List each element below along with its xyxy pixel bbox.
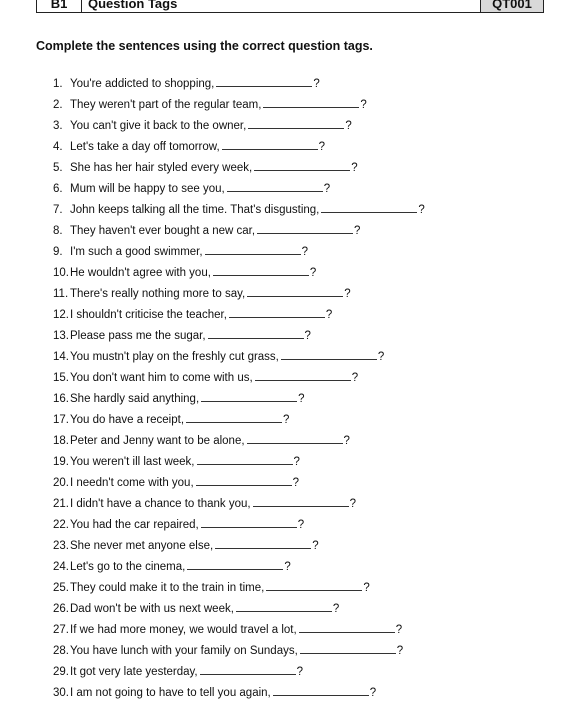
answer-blank[interactable] xyxy=(196,475,292,486)
question-item xyxy=(53,685,425,706)
question-text: I'm such a good swimmer, xyxy=(70,246,203,258)
question-mark: ? xyxy=(325,309,333,321)
answer-blank[interactable] xyxy=(200,664,296,675)
question-item xyxy=(53,580,425,601)
question-text: If we had more money, we would travel a lot, xyxy=(70,624,297,636)
question-number: 17. xyxy=(53,414,69,426)
question-item xyxy=(53,328,425,349)
answer-blank[interactable] xyxy=(300,643,396,654)
question-mark: ? xyxy=(309,267,317,279)
question-text: He wouldn't agree with you, xyxy=(70,267,211,279)
question-list xyxy=(53,76,425,706)
question-number: 14. xyxy=(53,351,69,363)
answer-blank[interactable] xyxy=(236,601,332,612)
question-text: Please pass me the sugar, xyxy=(70,330,206,342)
question-item xyxy=(53,118,425,139)
question-mark: ? xyxy=(323,183,331,195)
answer-blank[interactable] xyxy=(253,496,349,507)
question-number: 1. xyxy=(53,78,63,90)
level-label: B1 xyxy=(37,0,82,12)
question-item xyxy=(53,412,425,433)
question-mark: ? xyxy=(351,162,358,174)
question-mark: ? xyxy=(418,204,425,216)
question-mark: ? xyxy=(304,330,311,342)
question-item xyxy=(53,538,425,559)
answer-blank[interactable] xyxy=(263,97,359,108)
answer-blank[interactable] xyxy=(299,622,395,633)
question-number: 12. xyxy=(53,309,69,321)
question-mark: ? xyxy=(360,99,367,111)
question-mark: ? xyxy=(301,246,308,258)
question-item xyxy=(53,370,425,391)
question-number: 7. xyxy=(53,204,63,216)
question-mark: ? xyxy=(283,414,290,426)
worksheet-code: QT001 xyxy=(480,0,543,12)
question-item xyxy=(53,286,425,307)
answer-blank[interactable] xyxy=(229,307,325,318)
question-text: They weren't part of the regular team, xyxy=(70,99,262,111)
answer-blank[interactable] xyxy=(216,76,312,87)
question-item xyxy=(53,244,425,265)
question-text: You mustn't play on the freshly cut grass, xyxy=(70,351,279,363)
question-item xyxy=(53,622,425,643)
question-text: They haven't ever bought a new car, xyxy=(70,225,256,237)
question-item xyxy=(53,307,425,328)
question-number: 29. xyxy=(53,666,69,678)
question-mark: ? xyxy=(332,603,340,615)
question-item xyxy=(53,475,425,496)
question-number: 27. xyxy=(53,624,69,636)
question-item xyxy=(53,664,425,685)
question-number: 4. xyxy=(53,141,63,153)
answer-blank[interactable] xyxy=(197,454,293,465)
question-text: Peter and Jenny want to be alone, xyxy=(70,435,245,447)
question-text: You had the car repaired, xyxy=(70,519,199,531)
question-mark: ? xyxy=(293,456,300,468)
question-text: Dad won't be with us next week, xyxy=(70,603,234,615)
answer-blank[interactable] xyxy=(321,202,417,213)
question-text: John keeps talking all the time. That's disgusting, xyxy=(70,204,320,216)
question-item xyxy=(53,496,425,517)
question-mark: ? xyxy=(345,120,352,132)
question-item xyxy=(53,349,425,370)
question-item xyxy=(53,517,425,538)
answer-blank[interactable] xyxy=(255,370,351,381)
question-number: 11. xyxy=(53,288,69,300)
question-text: Mum will be happy to see you, xyxy=(70,183,225,195)
question-number: 5. xyxy=(53,162,63,174)
question-text: It got very late yesterday, xyxy=(70,666,198,678)
answer-blank[interactable] xyxy=(248,118,344,129)
answer-blank[interactable] xyxy=(215,538,311,549)
question-number: 10. xyxy=(53,267,69,279)
instructions: Complete the sentences using the correct question tags. xyxy=(36,39,373,53)
question-mark: ? xyxy=(377,351,385,363)
question-text: You can't give it back to the owner, xyxy=(70,120,247,132)
question-mark: ? xyxy=(354,225,361,237)
answer-blank[interactable] xyxy=(266,580,362,591)
question-number: 28. xyxy=(53,645,69,657)
question-item xyxy=(53,643,425,664)
worksheet-title: Question Tags xyxy=(88,0,178,11)
question-mark: ? xyxy=(296,666,304,678)
question-mark: ? xyxy=(344,288,351,300)
answer-blank[interactable] xyxy=(254,160,350,171)
question-text: You don't want him to come with us, xyxy=(70,372,253,384)
question-text: They could make it to the train in time, xyxy=(70,582,265,594)
question-mark: ? xyxy=(343,435,350,447)
question-mark: ? xyxy=(284,561,291,573)
question-number: 21. xyxy=(53,498,69,510)
answer-blank[interactable] xyxy=(281,349,377,360)
question-item xyxy=(53,559,425,580)
question-number: 25. xyxy=(53,582,69,594)
answer-blank[interactable] xyxy=(208,328,304,339)
question-number: 30. xyxy=(53,687,69,699)
question-text: There's really nothing more to say, xyxy=(70,288,246,300)
answer-blank[interactable] xyxy=(227,181,323,192)
question-item xyxy=(53,139,425,160)
answer-blank[interactable] xyxy=(247,433,343,444)
question-number: 6. xyxy=(53,183,63,195)
question-text: I am not going to have to tell you again, xyxy=(70,687,271,699)
question-mark: ? xyxy=(292,477,300,489)
question-item xyxy=(53,160,425,181)
question-text: You're addicted to shopping, xyxy=(70,78,215,90)
answer-blank[interactable] xyxy=(213,265,309,276)
question-number: 26. xyxy=(53,603,69,615)
answer-blank[interactable] xyxy=(247,286,343,297)
question-item xyxy=(53,454,425,475)
question-text: You do have a receipt, xyxy=(70,414,185,426)
question-item xyxy=(53,391,425,412)
question-number: 8. xyxy=(53,225,63,237)
question-number: 23. xyxy=(53,540,69,552)
question-mark: ? xyxy=(395,624,403,636)
question-item xyxy=(53,181,425,202)
question-item xyxy=(53,223,425,244)
question-text: She hardly said anything, xyxy=(70,393,200,405)
question-text: You weren't ill last week, xyxy=(70,456,195,468)
question-number: 13. xyxy=(53,330,69,342)
question-mark: ? xyxy=(297,519,305,531)
question-number: 20. xyxy=(53,477,69,489)
answer-blank[interactable] xyxy=(187,559,283,570)
question-text: I didn't have a chance to thank you, xyxy=(70,498,251,510)
question-item xyxy=(53,97,425,118)
question-mark: ? xyxy=(351,372,359,384)
answer-blank[interactable] xyxy=(257,223,353,234)
question-number: 3. xyxy=(53,120,63,132)
question-item xyxy=(53,433,425,454)
question-text: I shouldn't criticise the teacher, xyxy=(70,309,227,321)
question-number: 18. xyxy=(53,435,69,447)
question-text: You have lunch with your family on Sundays, xyxy=(70,645,298,657)
question-text: Let's go to the cinema, xyxy=(70,561,186,573)
question-text: I needn't come with you, xyxy=(70,477,194,489)
question-number: 24. xyxy=(53,561,69,573)
answer-blank[interactable] xyxy=(201,391,297,402)
question-mark: ? xyxy=(312,540,319,552)
question-mark: ? xyxy=(298,393,305,405)
question-item xyxy=(53,265,425,286)
worksheet-header xyxy=(36,0,544,13)
question-number: 15. xyxy=(53,372,69,384)
question-number: 2. xyxy=(53,99,63,111)
question-number: 16. xyxy=(53,393,69,405)
question-mark: ? xyxy=(318,141,326,153)
question-mark: ? xyxy=(349,498,356,510)
question-mark: ? xyxy=(369,687,377,699)
question-text: She never met anyone else, xyxy=(70,540,214,552)
question-text: She has her hair styled every week, xyxy=(70,162,253,174)
question-mark: ? xyxy=(313,78,320,90)
question-item xyxy=(53,202,425,223)
answer-blank[interactable] xyxy=(186,412,282,423)
answer-blank[interactable] xyxy=(222,139,318,150)
question-text: Let's take a day off tomorrow, xyxy=(70,141,220,153)
question-number: 9. xyxy=(53,246,63,258)
answer-blank[interactable] xyxy=(201,517,297,528)
answer-blank[interactable] xyxy=(273,685,369,696)
question-number: 19. xyxy=(53,456,69,468)
question-item xyxy=(53,76,425,97)
question-mark: ? xyxy=(363,582,370,594)
question-number: 22. xyxy=(53,519,69,531)
answer-blank[interactable] xyxy=(205,244,301,255)
question-mark: ? xyxy=(396,645,404,657)
question-item xyxy=(53,601,425,622)
